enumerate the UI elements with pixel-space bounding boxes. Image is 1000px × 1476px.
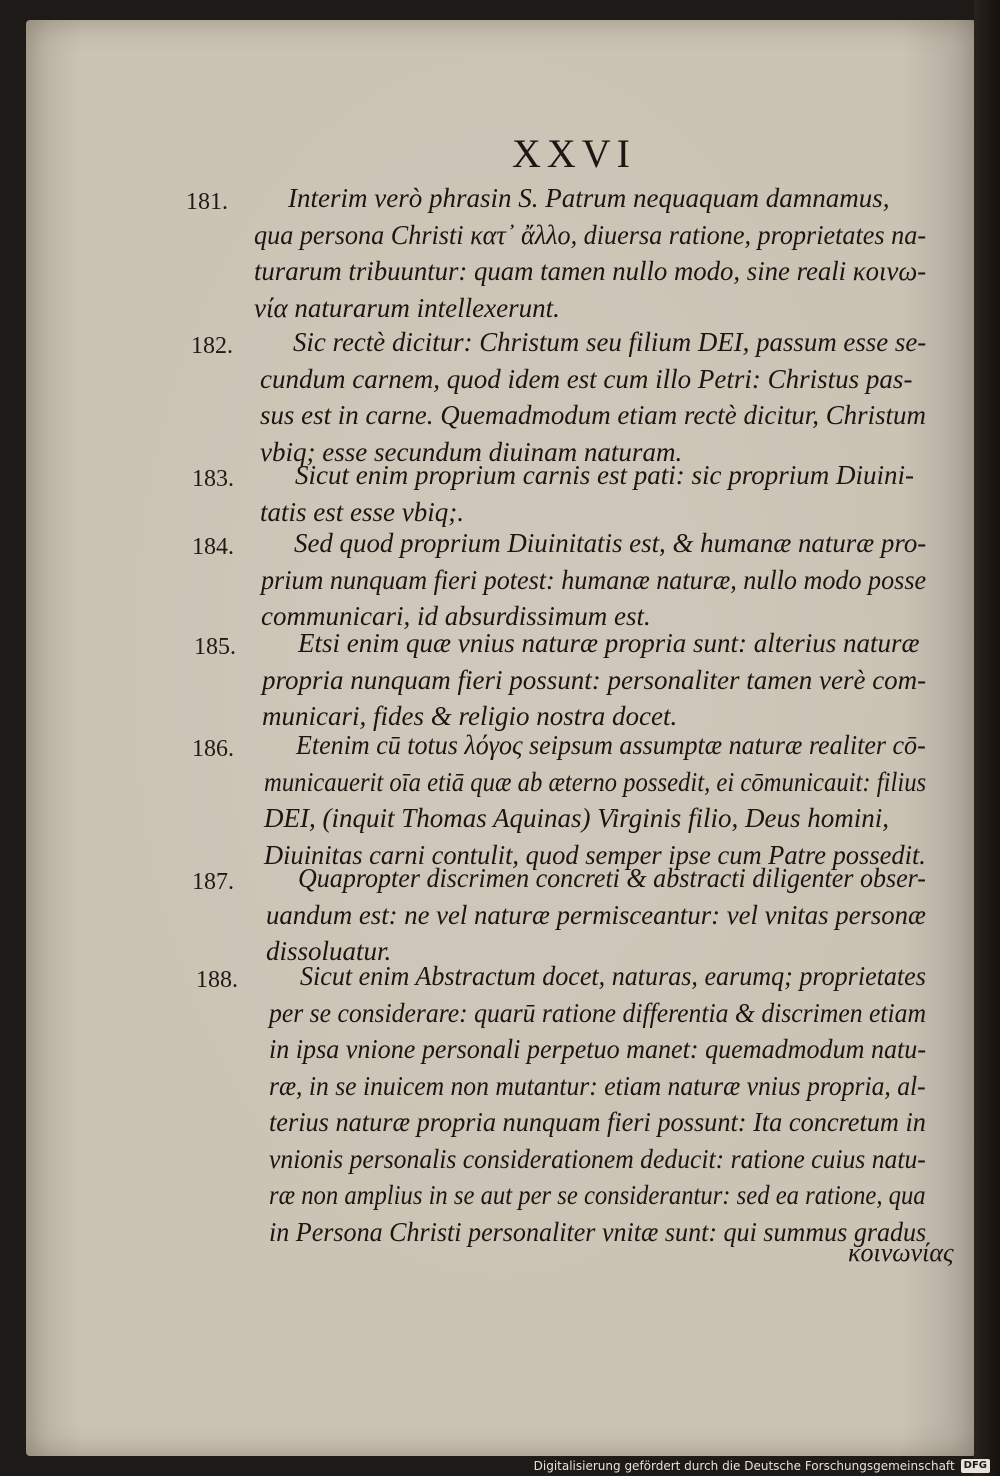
text-line: in Persona Christi personaliter vnitæ sunt: qui summus gradus [269, 1216, 927, 1247]
text-line: DEI, (inquit Thomas Aquinas) Virginis filio, Deus homini, [264, 803, 890, 833]
text-line: Etsi enim quæ vnius naturæ propria sunt: alterius naturæ [298, 628, 920, 658]
paragraph-number: 188. [196, 967, 238, 993]
text-line: Diuinitas carni contulit, quod semper ipse cum Patre possedit. [264, 839, 926, 870]
paragraph-number: 187. [192, 869, 234, 895]
text-line: dissoluatur. [266, 936, 392, 966]
text-line: qua persona Christi κατ᾽ ἄλλο, diuersa ratione, proprietates na- [254, 219, 927, 250]
text-line: νία naturarum intellexerunt. [254, 292, 560, 323]
text-line: terius naturæ propria nunquam fieri possunt: Ita concretum in [269, 1107, 926, 1137]
paragraph-number: 181. [186, 189, 228, 215]
paragraph-number: 185. [194, 634, 236, 660]
footer-credit: Digitalisierung gefördert durch die Deutsche Forschungsgemeinschaft [533, 1459, 955, 1473]
text-line: Sicut enim Abstractum docet, naturas, earumq; proprietates [300, 961, 926, 991]
text-line: communicari, id absurdissimum est. [261, 601, 651, 631]
text-line: ræ non amplius in se aut per se considerantur: sed ea ratione, qua [269, 1180, 926, 1210]
text-line: uandum est: ne vel naturæ permisceantur: vel vnitas personæ [266, 899, 926, 930]
text-line: prium nunquam fieri potest: humanæ naturæ, nullo modo posse [261, 564, 927, 595]
text-line: Sicut enim proprium carnis est pati: sic proprium Diuini- [295, 460, 914, 490]
footer [534, 1456, 990, 1476]
book-page [26, 20, 976, 1456]
text-line: municari, fides & religio nostra docet. [262, 701, 678, 731]
text-line: Interim verò phrasin S. Patrum nequaquam damnamus, [288, 183, 890, 213]
paragraph-number: 182. [191, 333, 233, 359]
text-line: vnionis personalis considerationem deducit: ratione cuius natu- [269, 1143, 926, 1174]
text-line: Sic rectè dicitur: Christum seu filium DEI, passum esse se- [293, 327, 927, 357]
paragraph-number: 183. [192, 466, 234, 492]
paragraph-number: 186. [192, 736, 234, 762]
text-line: turarum tribuuntur: quam tamen nullo modo, sine reali κοινω- [254, 256, 927, 286]
text-line: per se considerare: quarū ratione differentia & discrimen etiam [269, 997, 927, 1028]
text-line: Sed quod proprium Diuinitatis est, & humanæ naturæ pro- [294, 528, 927, 558]
text-line: Etenim cū totus λόγος seipsum assumptæ naturæ realiter cō- [296, 730, 926, 760]
text-line: Quapropter discrimen concreti & abstracti diligenter obser- [298, 863, 926, 893]
text-line: municauerit oīa etiā quæ ab æterno possedit, ei cōmunicauit: filius [264, 766, 927, 797]
text-line: vbiq; esse secundum diuinam naturam. [260, 436, 683, 467]
text-line: in ipsa vnione personali perpetuo manet: quemadmodum natu- [269, 1034, 927, 1064]
paragraph-number: 184. [192, 534, 234, 560]
catchword: κοινωνίας [848, 1238, 954, 1267]
book-gutter [974, 0, 1000, 1476]
text-line: propria nunquam fieri possunt: personaliter tamen verè com- [262, 664, 927, 695]
text-line: ræ, in se inuicem non mutantur: etiam naturæ vnius propria, al- [269, 1070, 926, 1101]
text-line: tatis est esse vbiq;. [260, 496, 464, 527]
text-line: sus est in carne. Quemadmodum etiam rectè dicitur, Christum [260, 400, 926, 430]
text-line: cundum carnem, quod idem est cum illo Petri: Christus pas- [260, 363, 913, 394]
page-header-folio: XXVI [512, 131, 636, 176]
dfg-logo-icon: DFG [961, 1459, 990, 1473]
